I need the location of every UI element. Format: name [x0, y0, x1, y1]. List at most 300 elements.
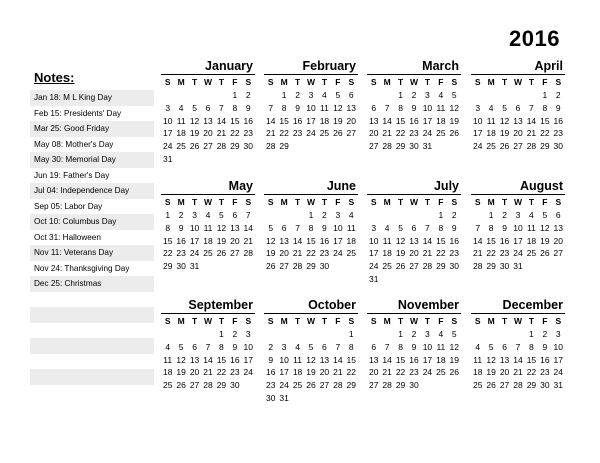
day-cell: 9 — [268, 354, 274, 365]
note-row: Sep 05: Labor Day — [34, 201, 103, 211]
day-cell: 4 — [384, 222, 390, 233]
weekday-label: T — [218, 197, 225, 207]
day-cell: 6 — [371, 341, 377, 352]
weekday-label: S — [267, 197, 274, 207]
day-cell: 2 — [295, 90, 300, 100]
weekday-label: M — [177, 316, 185, 326]
day-cell: 30 — [409, 141, 419, 152]
note-row — [30, 385, 154, 401]
day-cell: 25 — [346, 248, 357, 259]
weekday-label: S — [370, 77, 377, 87]
day-cell: 30 — [409, 380, 419, 391]
day-cell — [331, 328, 344, 341]
day-cell: 29 — [526, 380, 537, 391]
day-cell: 14 — [513, 354, 523, 365]
day-cell: 9 — [295, 102, 300, 113]
day-cell: 15 — [162, 235, 173, 246]
weekday-label: S — [370, 316, 377, 326]
month-name: September — [161, 297, 255, 314]
day-cell: 5 — [219, 210, 224, 220]
note-row — [30, 323, 154, 339]
day-cell: 22 — [279, 128, 289, 139]
weekday-label: W — [409, 316, 418, 326]
day-cell: 17 — [333, 235, 343, 246]
day-cell — [345, 260, 358, 273]
day-cell: 2 — [451, 210, 457, 220]
day-cell: 16 — [265, 367, 276, 378]
day-cell: 14 — [265, 115, 276, 126]
day-cell: 2 — [502, 210, 507, 220]
day-cell: 3 — [425, 329, 430, 339]
day-cell: 2 — [555, 90, 561, 100]
day-cell: 21 — [513, 367, 523, 378]
week-row — [264, 354, 358, 367]
week-row — [367, 127, 461, 140]
day-cell: 14 — [382, 115, 392, 126]
day-cell: 1 — [232, 90, 238, 100]
weekday-label: T — [218, 316, 225, 326]
day-cell: 26 — [306, 380, 316, 391]
month-october — [264, 297, 358, 405]
day-cell: 13 — [279, 235, 289, 246]
week-row — [367, 235, 461, 248]
day-cell: 6 — [411, 222, 417, 233]
day-cell: 27 — [368, 380, 379, 391]
day-cell: 13 — [499, 354, 510, 365]
note-row: Oct 10: Columbus Day — [30, 214, 154, 230]
week-row — [161, 140, 255, 153]
day-cell: 11 — [346, 222, 356, 233]
note-row — [30, 369, 154, 385]
day-cell: 22 — [395, 367, 406, 378]
day-cell: 10 — [162, 115, 173, 126]
day-cell — [525, 89, 538, 102]
weekday-label: W — [306, 77, 315, 87]
day-cell: 11 — [473, 354, 483, 365]
day-cell: 13 — [368, 115, 379, 126]
week-row — [367, 222, 461, 235]
week-row — [161, 89, 255, 102]
week-row — [367, 209, 461, 222]
month-name: January — [161, 58, 255, 75]
day-cell: 25 — [203, 248, 213, 259]
day-cell: 3 — [371, 222, 377, 233]
day-cell: 4 — [348, 210, 354, 220]
week-row — [367, 260, 461, 273]
day-cell — [161, 89, 174, 102]
day-cell: 18 — [319, 115, 330, 126]
day-cell: 21 — [243, 235, 254, 246]
day-cell — [201, 328, 214, 341]
weekday-label: F — [232, 316, 238, 326]
day-cell: 9 — [232, 341, 238, 352]
note-row: May 08: Mother's Day — [34, 139, 114, 149]
month-name: December — [471, 297, 565, 314]
day-cell: 17 — [553, 354, 564, 365]
weekday-header — [161, 76, 255, 89]
month-name: October — [264, 297, 358, 314]
note-row: Feb 15: Presidents' Day — [34, 108, 122, 118]
day-cell: 28 — [472, 261, 483, 272]
day-cell: 5 — [178, 341, 184, 352]
day-cell — [394, 209, 407, 222]
day-cell: 3 — [165, 102, 171, 113]
day-cell: 7 — [268, 102, 274, 113]
day-cell: 31 — [189, 261, 200, 272]
day-cell — [471, 328, 484, 341]
weekday-label: S — [370, 197, 377, 207]
day-cell: 8 — [529, 341, 534, 352]
day-cell: 29 — [395, 141, 406, 152]
weekday-label: T — [424, 77, 431, 87]
week-row — [161, 328, 255, 341]
note-row: May 30: Memorial Day — [30, 152, 154, 168]
weekday-label: S — [555, 316, 562, 326]
note-row — [30, 292, 154, 308]
day-cell — [448, 379, 461, 392]
day-cell: 22 — [346, 367, 357, 378]
day-cell: 2 — [245, 90, 251, 100]
day-cell: 12 — [449, 341, 460, 352]
weekday-label: W — [513, 77, 522, 87]
day-cell: 4 — [205, 210, 211, 220]
day-cell: 1 — [281, 90, 287, 100]
note-row: Nov 24: Thanksgiving Day — [34, 263, 130, 273]
day-cell: 19 — [540, 235, 550, 246]
day-cell: 30 — [176, 261, 186, 272]
day-cell: 9 — [178, 222, 184, 233]
day-cell: 26 — [333, 128, 343, 139]
day-cell: 10 — [189, 222, 200, 233]
day-cell: 26 — [499, 141, 510, 152]
week-row — [161, 102, 255, 115]
day-cell: 25 — [436, 367, 446, 378]
day-cell: 23 — [176, 248, 186, 259]
day-cell: 22 — [216, 367, 227, 378]
day-cell: 21 — [526, 128, 537, 139]
weekday-header — [471, 315, 565, 328]
day-cell — [304, 392, 317, 405]
day-cell: 12 — [306, 354, 316, 365]
day-cell: 15 — [395, 115, 406, 126]
day-cell: 16 — [176, 235, 186, 246]
day-cell: 5 — [398, 222, 403, 233]
day-cell — [304, 328, 317, 341]
day-cell: 11 — [203, 222, 213, 233]
day-cell: 27 — [203, 141, 213, 152]
day-cell: 19 — [449, 354, 460, 365]
week-row — [264, 89, 358, 102]
day-cell — [434, 379, 447, 392]
weekday-label: M — [280, 197, 288, 207]
weekday-label: S — [164, 316, 171, 326]
day-cell: 12 — [395, 235, 406, 246]
month-name: June — [264, 178, 358, 195]
weekday-label: M — [177, 197, 185, 207]
day-cell — [471, 209, 484, 222]
week-row — [264, 341, 358, 354]
note-row — [30, 338, 154, 354]
day-cell: 4 — [529, 210, 534, 220]
day-cell: 8 — [398, 102, 403, 113]
day-cell: 7 — [219, 102, 224, 113]
day-cell — [215, 260, 228, 273]
day-cell: 29 — [486, 261, 496, 272]
day-cell: 1 — [542, 90, 548, 100]
day-cell — [407, 209, 420, 222]
day-cell: 28 — [265, 141, 276, 152]
day-cell: 2 — [542, 329, 548, 339]
day-cell: 7 — [475, 222, 481, 233]
day-cell: 28 — [333, 380, 343, 391]
weekday-label: S — [555, 197, 562, 207]
week-row — [264, 392, 358, 405]
day-cell: 17 — [513, 235, 523, 246]
day-cell: 7 — [295, 222, 300, 233]
day-cell: 21 — [382, 367, 392, 378]
day-cell: 19 — [449, 115, 460, 126]
day-cell: 10 — [513, 222, 523, 233]
day-cell: 29 — [436, 261, 446, 272]
note-row: Dec 25: Christmas — [30, 276, 154, 292]
day-cell: 13 — [230, 222, 240, 233]
day-cell: 28 — [216, 141, 227, 152]
day-cell — [242, 379, 255, 392]
day-cell: 19 — [395, 248, 406, 259]
week-row — [471, 260, 565, 273]
weekday-label: M — [280, 316, 288, 326]
day-cell: 17 — [422, 115, 433, 126]
week-row — [161, 247, 255, 260]
month-name: April — [471, 58, 565, 75]
day-cell: 22 — [162, 248, 173, 259]
day-cell: 13 — [409, 235, 419, 246]
day-cell: 24 — [422, 367, 433, 378]
day-cell: 26 — [449, 367, 460, 378]
week-row — [367, 328, 461, 341]
day-cell: 3 — [335, 210, 341, 220]
month-name: July — [367, 178, 461, 195]
weekday-label: M — [487, 316, 495, 326]
day-cell: 24 — [472, 141, 483, 152]
day-cell: 3 — [475, 102, 481, 113]
day-cell: 19 — [216, 235, 227, 246]
day-cell — [174, 328, 187, 341]
month-november — [367, 297, 461, 392]
day-cell: 28 — [243, 248, 254, 259]
day-cell: 21 — [292, 248, 303, 259]
day-cell: 15 — [216, 354, 227, 365]
weekday-label: T — [501, 316, 508, 326]
weekday-header — [367, 315, 461, 328]
week-row — [471, 89, 565, 102]
day-cell: 6 — [232, 210, 238, 220]
day-cell: 17 — [189, 235, 200, 246]
week-row — [161, 379, 255, 392]
day-cell: 18 — [436, 354, 446, 365]
day-cell: 6 — [322, 341, 327, 352]
weekday-header — [367, 76, 461, 89]
day-cell: 21 — [203, 367, 213, 378]
weekday-label: M — [280, 77, 288, 87]
month-name: November — [367, 297, 461, 314]
weekday-label: F — [542, 197, 548, 207]
weekday-label: W — [203, 77, 212, 87]
day-cell: 22 — [395, 128, 406, 139]
weekday-label: T — [321, 316, 328, 326]
day-cell: 8 — [488, 222, 494, 233]
day-cell: 10 — [368, 235, 379, 246]
day-cell: 15 — [279, 115, 289, 126]
day-cell: 9 — [555, 102, 561, 113]
weekday-label: S — [348, 316, 355, 326]
day-cell: 27 — [189, 380, 200, 391]
weekday-label: S — [245, 197, 252, 207]
weekday-header — [264, 76, 358, 89]
week-row — [471, 235, 565, 248]
day-cell: 2 — [178, 210, 184, 220]
day-cell: 16 — [553, 115, 564, 126]
weekday-label: T — [294, 77, 301, 87]
day-cell: 6 — [371, 102, 377, 113]
day-cell: 15 — [486, 235, 496, 246]
weekday-label: T — [294, 197, 301, 207]
month-july — [367, 178, 461, 286]
weekday-label: F — [438, 77, 444, 87]
day-cell: 5 — [192, 102, 197, 113]
weekday-label: F — [232, 77, 238, 87]
day-cell: 26 — [486, 380, 496, 391]
day-cell: 17 — [422, 354, 433, 365]
week-row — [264, 102, 358, 115]
day-cell: 16 — [409, 115, 419, 126]
weekday-label: F — [335, 316, 341, 326]
day-cell: 15 — [540, 115, 550, 126]
weekday-label: S — [267, 77, 274, 87]
week-row — [471, 354, 565, 367]
day-cell — [511, 89, 524, 102]
day-cell: 26 — [540, 248, 550, 259]
weekday-label: S — [451, 197, 458, 207]
day-cell — [498, 89, 511, 102]
weekday-label: T — [191, 316, 198, 326]
weekday-label: W — [203, 197, 212, 207]
day-cell: 21 — [216, 128, 227, 139]
day-cell — [331, 140, 344, 153]
day-cell: 31 — [422, 141, 433, 152]
day-cell: 29 — [346, 380, 357, 391]
weekday-label: W — [306, 316, 315, 326]
day-cell: 23 — [409, 128, 419, 139]
day-cell: 4 — [438, 329, 444, 339]
day-cell: 5 — [542, 210, 548, 220]
weekday-label: S — [164, 77, 171, 87]
day-cell: 22 — [230, 128, 240, 139]
day-cell: 3 — [515, 210, 521, 220]
day-cell: 18 — [382, 248, 392, 259]
day-cell: 10 — [553, 341, 564, 352]
day-cell: 7 — [515, 341, 521, 352]
day-cell: 23 — [553, 128, 564, 139]
month-name: February — [264, 58, 358, 75]
day-cell: 23 — [265, 380, 276, 391]
day-cell: 3 — [245, 329, 251, 339]
weekday-label: T — [528, 197, 535, 207]
day-cell: 15 — [306, 235, 316, 246]
weekday-label: T — [424, 316, 431, 326]
day-cell: 8 — [165, 222, 171, 233]
day-cell: 5 — [268, 222, 274, 233]
week-row — [367, 140, 461, 153]
day-cell: 14 — [203, 354, 213, 365]
week-row — [264, 366, 358, 379]
weekday-label: W — [306, 197, 315, 207]
notes-list — [30, 90, 154, 400]
day-cell: 17 — [306, 115, 316, 126]
week-row — [161, 153, 255, 166]
day-cell: 23 — [243, 128, 254, 139]
day-cell: 13 — [346, 102, 357, 113]
day-cell: 13 — [203, 115, 213, 126]
week-row — [471, 366, 565, 379]
day-cell: 13 — [319, 354, 330, 365]
day-cell: 2 — [411, 90, 417, 100]
notes-panel — [30, 70, 154, 400]
day-cell: 14 — [216, 115, 227, 126]
day-cell: 28 — [382, 380, 392, 391]
weekday-label: T — [397, 197, 404, 207]
day-cell: 9 — [245, 102, 251, 113]
day-cell — [380, 273, 393, 286]
month-august — [471, 178, 565, 273]
day-cell: 30 — [449, 261, 460, 272]
day-cell: 1 — [219, 329, 224, 339]
day-cell: 14 — [526, 115, 537, 126]
day-cell: 25 — [292, 380, 303, 391]
day-cell: 11 — [176, 115, 186, 126]
day-cell: 11 — [486, 115, 496, 126]
day-cell — [484, 89, 497, 102]
day-cell: 18 — [526, 235, 537, 246]
day-cell: 4 — [488, 102, 494, 113]
day-cell: 7 — [335, 341, 341, 352]
day-cell: 25 — [526, 248, 537, 259]
week-row — [471, 247, 565, 260]
day-cell: 18 — [203, 235, 213, 246]
day-cell: 20 — [499, 367, 510, 378]
day-cell: 31 — [513, 261, 523, 272]
weekday-header — [471, 196, 565, 209]
day-cell — [448, 140, 461, 153]
note-row: Jun 19: Father's Day — [34, 170, 110, 180]
day-cell: 9 — [411, 102, 417, 113]
day-cell: 21 — [422, 248, 433, 259]
day-cell: 12 — [265, 235, 276, 246]
day-cell — [421, 379, 434, 392]
day-cell: 30 — [553, 141, 564, 152]
day-cell: 9 — [451, 222, 457, 233]
week-row — [471, 379, 565, 392]
day-cell: 18 — [162, 367, 173, 378]
day-cell: 10 — [279, 354, 289, 365]
weekday-label: T — [424, 197, 431, 207]
week-row — [161, 115, 255, 128]
day-cell — [242, 153, 255, 166]
day-cell: 10 — [422, 102, 433, 113]
day-cell: 14 — [472, 235, 483, 246]
day-cell: 14 — [243, 222, 254, 233]
day-cell: 26 — [216, 248, 227, 259]
